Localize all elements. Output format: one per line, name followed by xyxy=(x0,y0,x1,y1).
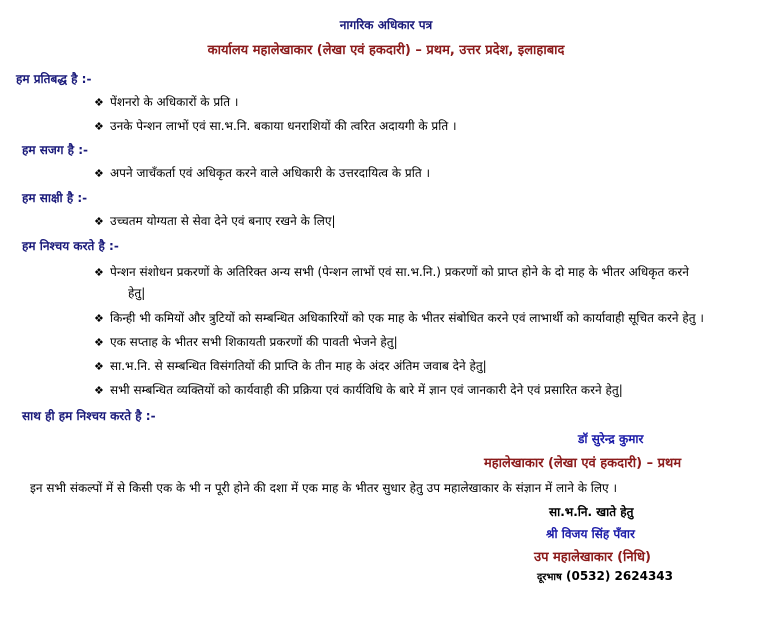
section-heading-witness: हम साक्षी है :- xyxy=(22,191,88,205)
list-item: ❖ अपने जाचँकर्ता एवं अधिकृत करने वाले अधिकारी के उत्तरदायित्व के प्रति । xyxy=(94,166,431,180)
list-item: ❖ सभी सम्बन्धित व्यक्तियों को कार्यवाही की प्रक्रिया एवं कार्यविधि के बारे में ज्ञान एवं जानकारी देने एवं प्रसारित करने हेतु| xyxy=(94,383,623,397)
list-item-continuation: हेतु| xyxy=(128,286,146,300)
phone-label: दूरभाष xyxy=(537,572,562,583)
signatory-name: श्री विजय सिंह पँवार xyxy=(546,527,635,541)
diamond-bullet-icon: ❖ xyxy=(94,360,104,373)
signatory-designation: उप महालेखाकार (निधि) xyxy=(534,550,651,565)
diamond-bullet-icon: ❖ xyxy=(94,312,104,325)
signatory-name: डॉ सुरेन्द्र कुमार xyxy=(578,432,644,446)
resolution-text: इन सभी संकल्पों में से किसी एक के भी न पूरी होने की दशा में एक माह के भीतर सुधार हेतु उप महालेखाकार के संज्ञान में लाने के लिए । xyxy=(30,481,618,495)
office-name: कार्यालय महालेखाकार (लेखा एवं हकदारी) – प्रथम, उत्तर प्रदेश, इलाहाबाद xyxy=(207,43,565,58)
diamond-bullet-icon: ❖ xyxy=(94,266,104,279)
list-item: ❖ पेंशनरो के अधिकारों के प्रति । xyxy=(94,95,239,109)
section-heading-also: साथ ही हम निश्चय करते है :- xyxy=(22,409,156,423)
section-heading-determined: हम निश्चय करते है :- xyxy=(22,239,119,253)
phone-number xyxy=(537,569,673,583)
list-item: ❖ किन्ही भी कमियों और त्रुटियों को सम्बन्धित अधिकारियों को एक माह के भीतर संबोधित करने एवं लाभार्थी को कार्यावाही सूचित करने हेतु । xyxy=(94,311,704,325)
phone-value: (0532) 2624343 xyxy=(566,569,673,583)
page-title: नागरिक अधिकार पत्र xyxy=(339,18,433,32)
diamond-bullet-icon: ❖ xyxy=(94,167,104,180)
signatory-designation: महालेखाकार (लेखा एवं हकदारी) – प्रथम xyxy=(484,456,682,471)
list-item: ❖ एक सप्ताह के भीतर सभी शिकायती प्रकरणों की पावती भेजने हेतु| xyxy=(94,335,398,349)
diamond-bullet-icon: ❖ xyxy=(94,96,104,109)
diamond-bullet-icon: ❖ xyxy=(94,120,104,133)
signatory-purpose: सा.भ.नि. खाते हेतु xyxy=(549,505,634,519)
diamond-bullet-icon: ❖ xyxy=(94,215,104,228)
diamond-bullet-icon: ❖ xyxy=(94,384,104,397)
section-heading-committed: हम प्रतिबद्ध है :- xyxy=(16,72,92,86)
section-heading-alert: हम सजग है :- xyxy=(22,143,89,157)
diamond-bullet-icon: ❖ xyxy=(94,336,104,349)
list-item: ❖ उच्चतम योग्यता से सेवा देने एवं बनाए रखने के लिए| xyxy=(94,214,336,228)
list-item: ❖ उनके पेन्शन लाभों एवं सा.भ.नि. बकाया धनराशियों की त्वरित अदायगी के प्रति । xyxy=(94,119,457,133)
list-item: ❖ सा.भ.नि. से सम्बन्धित विसंगतियों की प्राप्ति के तीन माह के अंदर अंतिम जवाब देने हेतु| xyxy=(94,359,487,373)
list-item: ❖ पेन्शन संशोधन प्रकरणों के अतिरिक्त अन्य सभी (पेन्शन लाभों एवं सा.भ.नि.) प्रकरणों को प्राप्त होने के दो माह के भीतर अधिकृत करने xyxy=(94,265,689,279)
